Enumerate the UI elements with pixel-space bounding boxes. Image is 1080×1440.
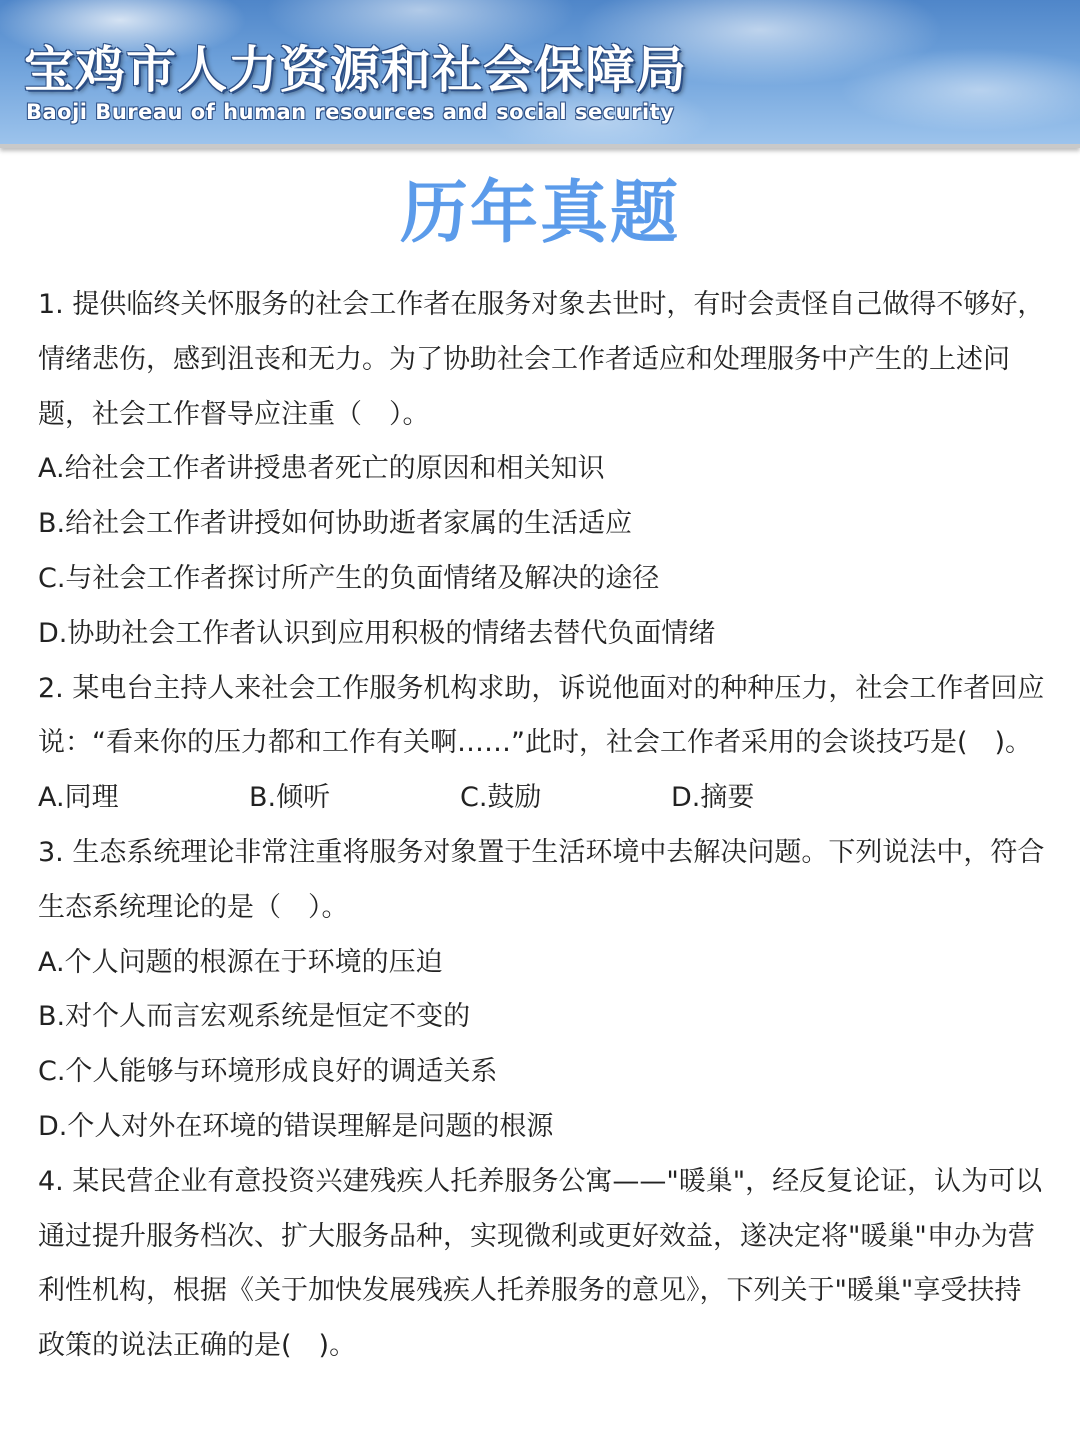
header-banner <box>0 0 1080 148</box>
question-2-option-d: D.摘要 <box>671 782 755 814</box>
question-2-option-b: B.倾听 <box>249 782 331 814</box>
bureau-name-english: Baoji Bureau of human resources and social security <box>26 100 675 124</box>
question-1-option-c: C.与社会工作者探讨所产生的负面情绪及解决的途径 <box>38 562 660 594</box>
question-3-option-c: C.个人能够与环境形成良好的调适关系 <box>38 1056 498 1088</box>
question-2-option-c: C.鼓励 <box>460 782 542 814</box>
question-list <box>38 278 1048 1374</box>
bureau-name: 宝鸡市人力资源和社会保障局 <box>24 41 687 99</box>
question-2-stem: 2. 某电台主持人来社会工作服务机构求助，诉说他面对的种种压力，社会工作者回应说：“看来你的压力都和工作有关啊……”此时，社会工作者采用的会谈技巧是( )。 <box>38 672 1045 759</box>
question-1-option-d: D.协助社会工作者认识到应用积极的情绪去替代负面情绪 <box>38 617 716 649</box>
question-3-option-b: B.对个人而言宏观系统是恒定不变的 <box>38 1001 471 1033</box>
question-1-option-b: B.给社会工作者讲授如何协助逝者家属的生活适应 <box>38 508 633 540</box>
question-3-option-d: D.个人对外在环境的错误理解是问题的根源 <box>38 1110 554 1142</box>
question-1-stem: 1. 提供临终关怀服务的社会工作者在服务对象去世时，有时会责怪自己做得不够好，情绪悲伤，感到沮丧和无力。为了协助社会工作者适应和处理服务中产生的上述问题，社会工作督导应注重（ ）。 <box>38 289 1045 430</box>
page-title: 历年真题 <box>399 174 680 253</box>
question-3-stem: 3. 生态系统理论非常注重将服务对象置于生活环境中去解决问题。下列说法中，符合生态系统理论的是（ ）。 <box>38 836 1045 923</box>
question-1-option-a: A.给社会工作者讲授患者死亡的原因和相关知识 <box>38 453 605 485</box>
question-2-options <box>38 771 1048 826</box>
question-3-option-a: A.个人问题的根源在于环境的压迫 <box>38 946 443 978</box>
question-2-option-a: A.同理 <box>38 782 119 814</box>
question-4-stem: 4. 某民营企业有意投资兴建残疾人托养服务公寓——"暖巢"，经反复论证，认为可以通过提升服务档次、扩大服务品种，实现微利或更好效益，遂决定将"暖巢"申办为营利性机构，根据《关于加快发展残疾人托养服务的意见》，下列关于"暖巢"享受扶持政策的说法正确的是( )。 <box>38 1165 1043 1362</box>
